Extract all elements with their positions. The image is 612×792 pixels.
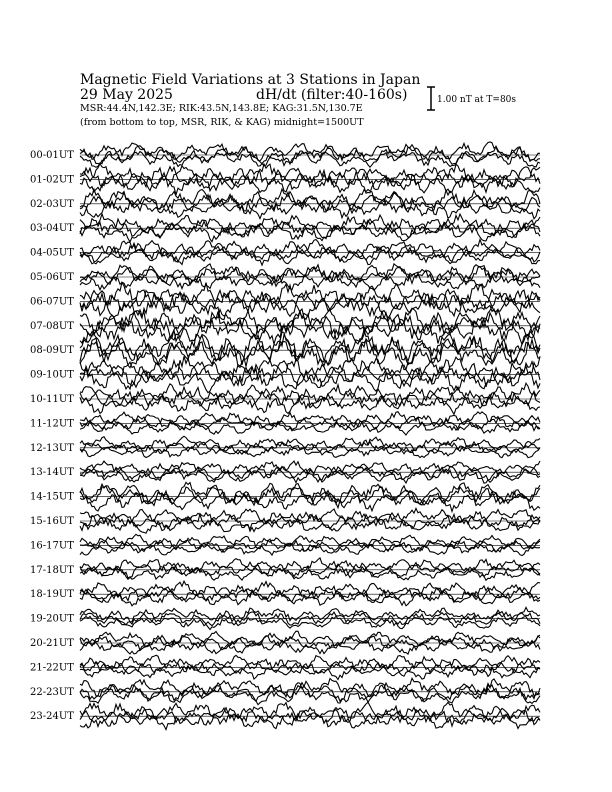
hour-label: 12-13UT	[30, 442, 74, 454]
hour-label: 00-01UT	[30, 150, 74, 161]
hour-row	[30, 436, 540, 457]
stations-label: MSR:44.4N,142.3E; RIK:43.5N,143.8E; KAG:31.5N,130.7E	[80, 103, 363, 114]
hour-label: 18-19UT	[30, 589, 74, 601]
scale-bar-icon	[427, 87, 435, 110]
hour-row	[30, 508, 540, 533]
hour-row	[30, 383, 540, 414]
trace-rik	[80, 360, 540, 387]
hour-row	[30, 534, 540, 555]
hour-row	[30, 189, 540, 219]
hour-row	[30, 330, 540, 370]
hour-label: 20-21UT	[30, 638, 74, 649]
hour-label: 03-04UT	[30, 223, 74, 235]
trace-msr	[80, 142, 540, 161]
hour-label: 21-22UT	[30, 662, 74, 674]
hour-label: 13-14UT	[30, 467, 74, 479]
hour-row	[30, 655, 540, 679]
hour-row	[30, 306, 540, 344]
hour-row	[30, 482, 540, 511]
hour-label: 06-07UT	[30, 296, 74, 308]
hour-row	[30, 412, 540, 435]
trace-msr	[80, 482, 540, 504]
hour-label: 11-12UT	[30, 418, 74, 430]
trace-kag	[80, 198, 540, 219]
hour-label: 05-06UT	[30, 272, 74, 283]
hour-label: 01-02UT	[30, 174, 74, 186]
hour-row	[30, 142, 540, 167]
hour-row	[30, 631, 540, 654]
hour-row	[30, 214, 540, 242]
trace-msr	[80, 436, 540, 451]
hour-row	[30, 282, 540, 319]
chart-title: Magnetic Field Variations at 3 Stations in Japan	[80, 72, 421, 88]
hour-row	[30, 558, 540, 580]
order-note: (from bottom to top, MSR, RIK, & KAG) midnight=1500UT	[80, 117, 364, 128]
hour-row	[30, 702, 540, 729]
hour-row	[30, 356, 540, 392]
hour-row	[30, 461, 540, 483]
quantity-label: dH/dt (filter:40-160s)	[256, 87, 408, 103]
hour-row	[30, 240, 540, 266]
hour-label: 16-17UT	[30, 540, 74, 552]
hour-label: 02-03UT	[30, 198, 74, 210]
hour-label: 15-16UT	[30, 516, 74, 527]
hour-label: 07-08UT	[30, 320, 74, 332]
hour-row	[30, 607, 540, 629]
hour-row	[30, 678, 540, 704]
trace-rik	[80, 387, 540, 410]
hour-row	[30, 164, 540, 195]
trace-msr	[80, 631, 540, 646]
hour-label: 09-10UT	[30, 369, 74, 381]
hour-label: 17-18UT	[30, 564, 74, 576]
hour-label: 23-24UT	[30, 711, 74, 723]
hour-label: 10-11UT	[30, 394, 74, 405]
hour-label: 14-15UT	[30, 491, 74, 503]
scale-bar-label: 1.00 nT at T=80s	[437, 95, 517, 105]
trace-msr	[80, 164, 540, 187]
hour-label: 08-09UT	[30, 345, 74, 357]
date-label: 29 May 2025	[80, 87, 173, 103]
hour-label: 22-23UT	[30, 686, 74, 698]
hour-label: 19-20UT	[30, 613, 74, 625]
hour-label: 04-05UT	[30, 247, 74, 259]
hour-row	[30, 581, 540, 606]
trace-kag	[80, 591, 540, 606]
